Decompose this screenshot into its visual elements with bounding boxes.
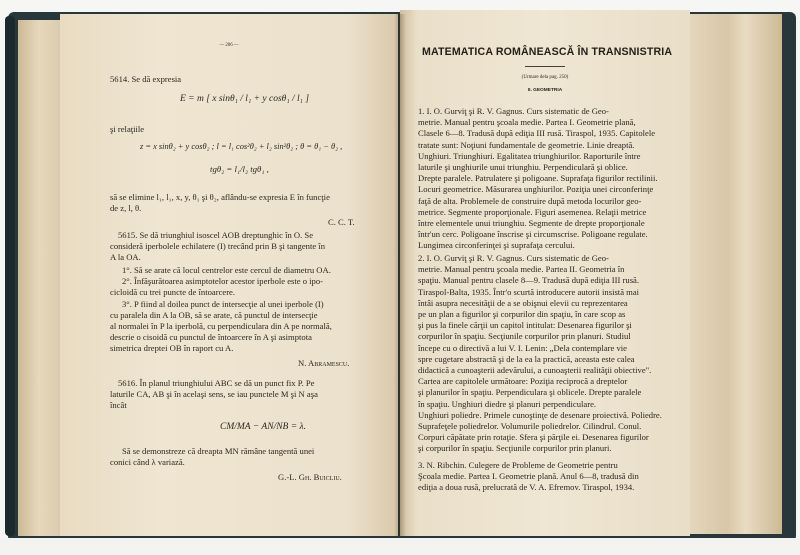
entry-line: 2. I. O. Gurviţ şi R. V. Gagnus. Curs sistematic de Geo- xyxy=(418,253,609,263)
entry-line: între elementele unui triunghiu. Segmente de drepte proporţionale xyxy=(418,218,645,229)
title-rule xyxy=(525,66,565,67)
page-title: MATEMATICA ROMÂNEASCĂ ÎN TRANSNISTRIA xyxy=(422,46,673,58)
entry-line: faţă de alta. Problemele de construire după metoda locurilor geo- xyxy=(418,195,642,206)
relations-label: şi relaţiile xyxy=(110,124,145,134)
problem-5615-line: 1°. Să se arate că locul centrelor este cercul de diametru OA. xyxy=(122,265,331,275)
book-gutter xyxy=(394,14,406,536)
entry-line: Cartea are capitolele următoare: Poziţia reciprocă a dreptelor xyxy=(418,376,628,387)
problem-5615-line: cu paralela din A la OB, să se arate, că punctul de intersecţie xyxy=(110,310,318,320)
entry-line: Şcoala medie. Partea I. Geometrie plană. Anul 6—8, tradusă din xyxy=(418,471,639,482)
entry-line: Lungimea circonferinţei şi suprafaţa cercului. xyxy=(418,240,575,251)
entry-line: Drepte paralele. Patrulatere şi poligoane. Suprafaţa figurilor rectilinii. xyxy=(418,173,658,184)
problem-5616-line: Să se demonstreze că dreapta MN rămâne tangentă unei xyxy=(122,446,315,456)
book-spine-edge xyxy=(5,16,15,536)
entry-3 xyxy=(418,460,680,494)
entry-line: ediţia a doua rusă, prelucrată de V. A. Efremov. Tiraspol, 1934. xyxy=(418,482,635,493)
left-page xyxy=(60,14,398,536)
entry-line: într'un cerc. Poligoane înscrise şi circumscrise. Poligoane regulate. xyxy=(418,229,648,240)
formula-z: z = x sinθ₂ + y cosθ₂ ; l = l₁ cos²θ₂ + l₂ sin²θ₂ ; θ = θ₁ − θ₂ , xyxy=(140,142,343,151)
formula-e: E = m [ x sinθ₁ / l₁ + y cosθ₁ / l₁ ] xyxy=(180,94,310,104)
problem-5615-line: 5615. Se dă triunghiul isoscel AOB dreptunghic în O. Se xyxy=(118,230,314,240)
left-page-stack xyxy=(18,20,60,536)
table-surface xyxy=(0,538,800,555)
entry-line: metrice. Segmente proporţionale. Figuri asemenea. Relaţii metrice xyxy=(418,206,647,217)
entry-line: Unghiuri. Triunghiuri. Egalitatea triunghiurilor. Raporturile între xyxy=(418,150,641,161)
problem-5616-line: conici când λ variază. xyxy=(110,457,185,467)
entry-line: Clasele 6—8. Tradusă după ediţia III rusă. Tiraspol, 1935. Capitolele xyxy=(418,128,656,139)
signature: N. Abramescu. xyxy=(298,358,350,368)
formula-cm-ma: CM/MA − AN/NB = λ. xyxy=(220,422,306,432)
entry-line: şi pus la finele cărţii un capitol intitulat: Desenarea figurilor şi xyxy=(418,320,632,331)
problem-5616-line: încât xyxy=(110,400,127,410)
entry-line: Corpuri căpătate prin rotaţie. Sfera şi părţile ei. Desenarea figurilor xyxy=(418,432,649,443)
problem-5616-line: 5616. În planul triunghiului ABC se dă un punct fix P. Pe xyxy=(118,378,315,388)
problem-5615-line: A la OA. xyxy=(110,252,141,262)
entry-line: începe cu o directivă a lui V. I. Lenin: „Dela contemplare vie xyxy=(418,342,627,353)
entry-line: spaţiu. Manual pentru clasele 8—9. Tradusă după ediţia III rusă. xyxy=(418,275,639,286)
problem-5616-line: laturile CA, AB şi în acelaşi sens, se iau punctele M şi N aşa xyxy=(110,389,318,399)
entry-line: tratate sunt: Noţiuni fundamentale de geometrie. Linie dreaptă. xyxy=(418,139,635,150)
entry-line: în spaţiu. Unghiuri diedre şi planuri perpendiculare. xyxy=(418,398,597,409)
page-number: — 206 — xyxy=(219,43,239,48)
entry-line: metrie. Manual pentru şcoala medie. Partea II. Geometria în xyxy=(418,264,625,275)
section-heading: II. GEOMETRIA xyxy=(527,88,563,93)
problem-5615-line: al normalei în P la iperbolă, cu perpendiculara din A pe normală, xyxy=(110,321,332,331)
entry-line: spre cugetare abstractă şi de la ea la practică, aceasta este calea xyxy=(418,353,635,364)
signature: G.-L. Gh. Buicliu. xyxy=(278,472,342,482)
entry-line: Suprafeţele poliedrelor. Volumurile poliedrelor. Cilindrul. Conul. xyxy=(418,421,642,432)
problem-5614-line: de z, l, θ. xyxy=(110,203,142,213)
problem-5615-line: simetrica dreptei OB în raport cu A. xyxy=(110,343,234,353)
problem-5614-line: să se elimine l₁, l₁, x, y, θ₁ şi θ₂, aflându-se expresia E în funcţie xyxy=(110,192,330,202)
problem-5615-line: consideră iperbolele echilatere (I) trecând prin B şi tangente în xyxy=(110,241,325,251)
entry-line: întâi asupra necesităţii de a se obişnui elevii cu reprezentarea xyxy=(418,297,628,308)
entry-2 xyxy=(418,253,680,455)
formula-tg: tgθ₂ = l₁/l₂ tgθ₁ , xyxy=(210,164,269,174)
entry-line: laturile şi unghiurile unui triunghiu. Perpendiculară şi oblice. xyxy=(418,162,628,173)
entry-line: şi corpurilor în spaţiu. Secţiunile corpurilor prin planuri. xyxy=(418,443,612,454)
entry-line: pe un plan a figurilor şi corpurilor din spaţiu, în care scop as xyxy=(418,309,626,320)
entry-line: 1. I. O. Gurviţ şi R. V. Gagnus. Curs sistematic de Geo- xyxy=(418,106,609,116)
right-page xyxy=(400,10,690,536)
signature: C. C. T. xyxy=(328,217,355,227)
right-page-stack xyxy=(690,14,782,534)
entry-line: corpurilor în spaţiu. Secţiunile corpurilor prin planuri. Studiul xyxy=(418,331,631,342)
entry-line: Locuri geometrice. Măsurarea unghiurilor. Poziţia unei circonferinţe xyxy=(418,184,654,195)
problem-5615-line: 3°. P fiind al doilea punct de intersecţie al unei iperbole (I) xyxy=(122,299,324,309)
entry-line: Unghiuri poliedre. Primele cunoştinţe de desenare proiectivă. Poliedre. xyxy=(418,409,662,420)
problem-5615-line: 2°. Înfăşurătoarea asimptotelor acestor iperbole este o ipo- xyxy=(122,276,324,286)
continued-note: (Urmare dela pag. 250) xyxy=(521,75,569,80)
problem-5614-intro: 5614. Se dă expresia xyxy=(110,74,182,84)
entry-line: didactică a cunoaşterii adevărului, a cunoaşterii realităţii obiective". xyxy=(418,365,652,376)
problem-5615-line: cicloidă cu trei puncte de întoarcere. xyxy=(110,287,236,297)
entry-1 xyxy=(418,106,680,252)
entry-line: 3. N. Ribchin. Culegere de Probleme de Geometrie pentru xyxy=(418,460,618,470)
problem-5615-line: descrie o cisoidă cu punctul de întoarcere în A şi asimptota xyxy=(110,332,312,342)
entry-line: metrie. Manual pentru şcoala medie. Partea I. Geometrie plană, xyxy=(418,117,636,128)
entry-line: Tiraspol-Balta, 1935. Într'o scurtă introducere autorii insistă mai xyxy=(418,286,640,297)
entry-line: şi planurilor în spaţiu. Perpendiculara şi oblicele. Drepte paralele xyxy=(418,387,642,398)
